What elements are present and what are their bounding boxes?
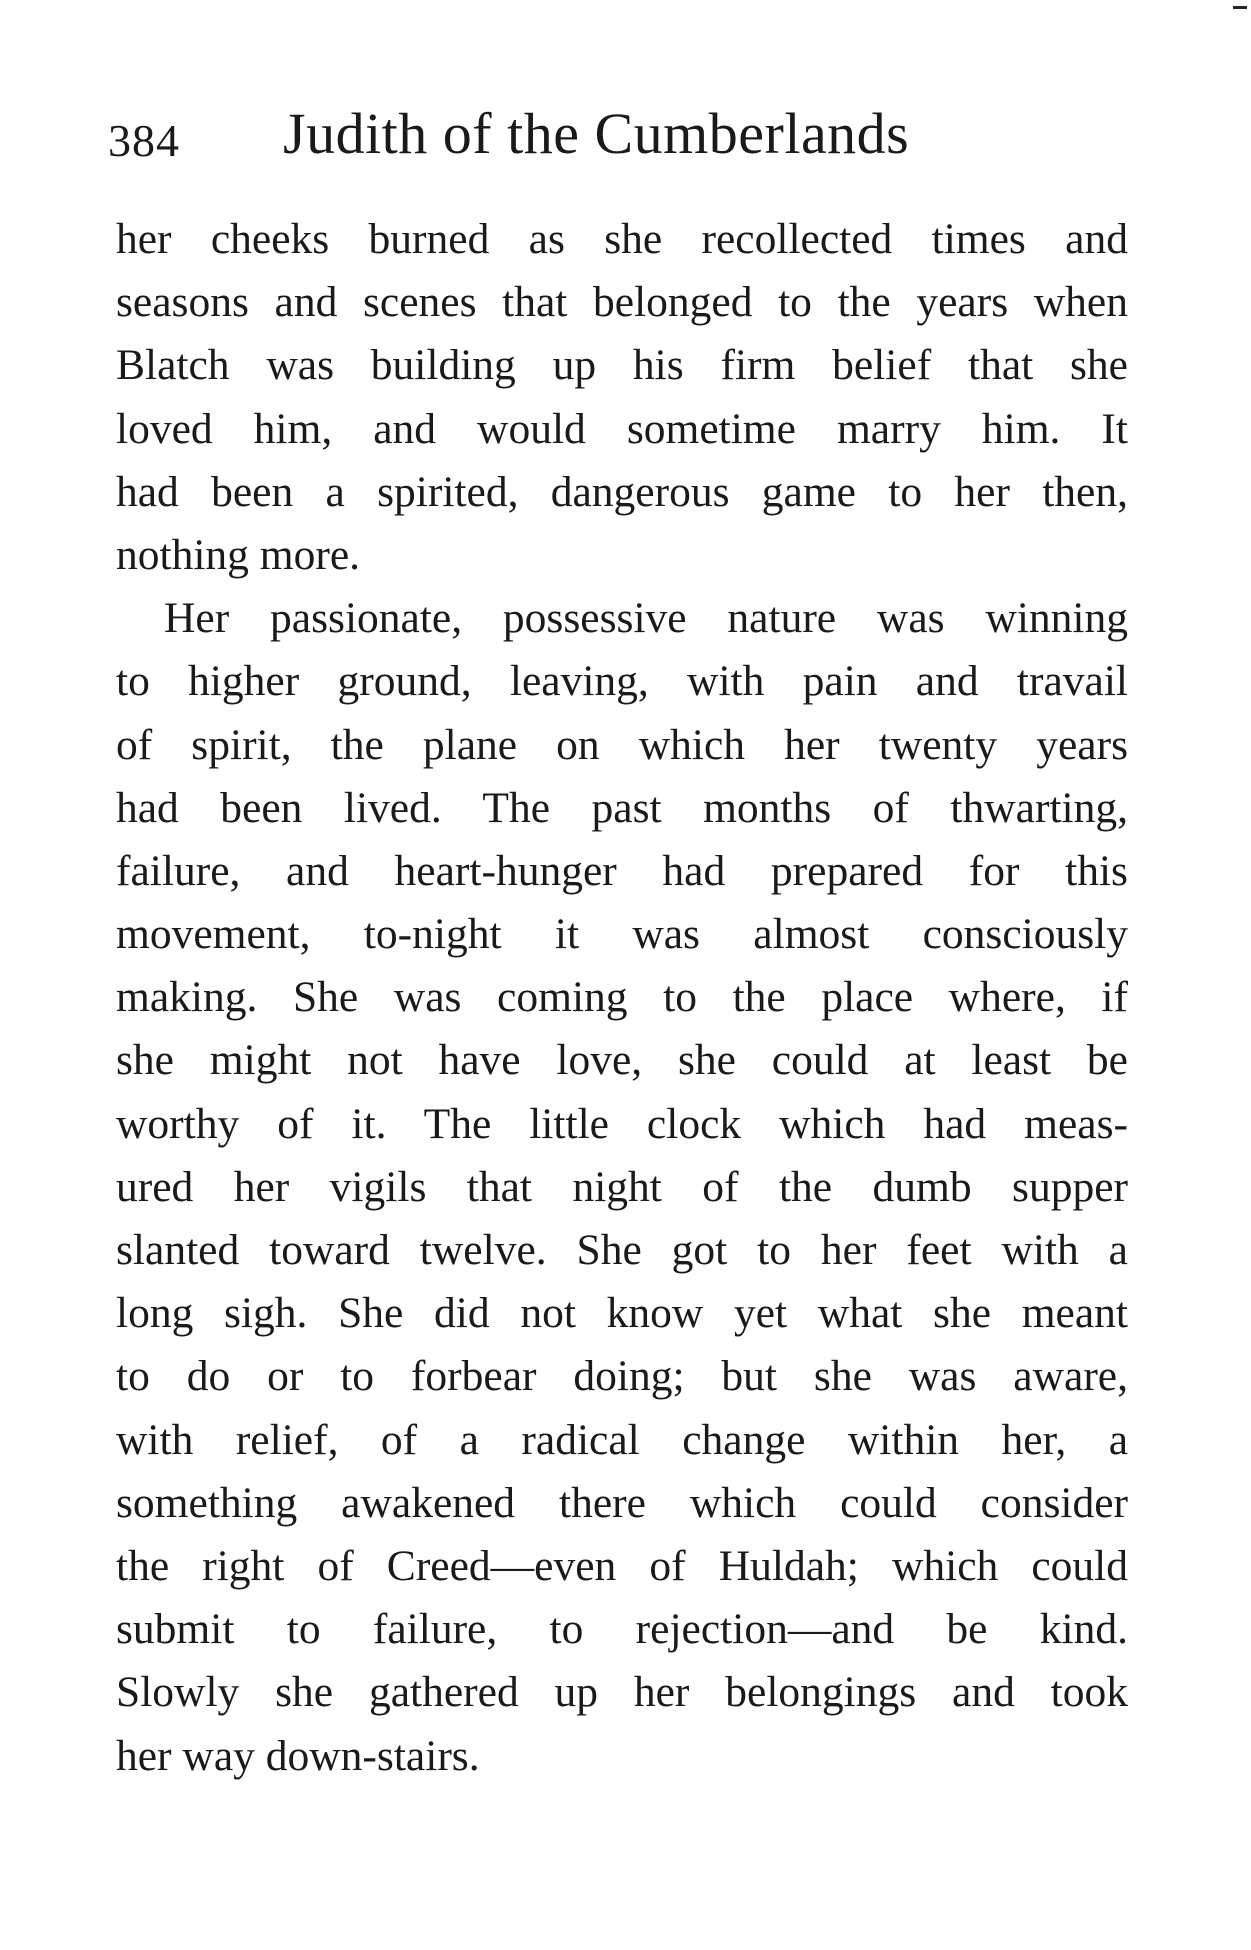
text-line: loved him, and would sometime marry him. It <box>116 404 1128 453</box>
text-line: worthy of it. The little clock which had meas- <box>116 1099 1128 1148</box>
text-line: seasons and scenes that belonged to the years when <box>116 278 1128 327</box>
text-line: her way down-stairs. <box>116 1731 480 1780</box>
text-line: with relief, of a radical change within her, a <box>116 1415 1128 1464</box>
text-line: making. She was coming to the place where, if <box>116 973 1128 1022</box>
text-line: long sigh. She did not know yet what she meant <box>116 1289 1128 1338</box>
text-line: slanted toward twelve. She got to her feet with a <box>116 1226 1128 1274</box>
text-line: submit to failure, to rejection—and be kind. <box>116 1605 1128 1654</box>
text-line: to higher ground, leaving, with pain and travail <box>116 657 1128 706</box>
text-line: had been lived. The past months of thwarting, <box>116 783 1128 832</box>
text-line: the right of Creed—even of Huldah; which could <box>116 1541 1128 1590</box>
body-text <box>116 208 1128 1788</box>
text-line: ured her vigils that night of the dumb supper <box>116 1162 1128 1211</box>
text-line: Her passionate, possessive nature was winning <box>164 594 1128 643</box>
text-line: had been a spirited, dangerous game to her then, <box>116 467 1128 516</box>
text-line: nothing more. <box>116 530 361 579</box>
text-line: failure, and heart-hunger had prepared for this <box>116 846 1128 895</box>
text-line: she might not have love, she could at least be <box>116 1036 1128 1085</box>
running-head <box>108 100 1128 180</box>
text-line: of spirit, the plane on which her twenty years <box>116 720 1128 769</box>
text-line: movement, to-night it was almost consciously <box>116 910 1128 959</box>
text-line: something awakened there which could consider <box>116 1478 1128 1527</box>
text-line: Blatch was building up his firm belief that she <box>116 341 1128 390</box>
text-line: her cheeks burned as she recollected times and <box>116 215 1128 263</box>
text-line: to do or to forbear doing; but she was aware, <box>116 1352 1128 1401</box>
page-number: 384 <box>108 115 180 166</box>
scan-mark <box>1233 6 1247 9</box>
text-line: Slowly she gathered up her belongings and took <box>116 1668 1128 1717</box>
running-title: Judith of the Cumberlands <box>283 101 910 166</box>
